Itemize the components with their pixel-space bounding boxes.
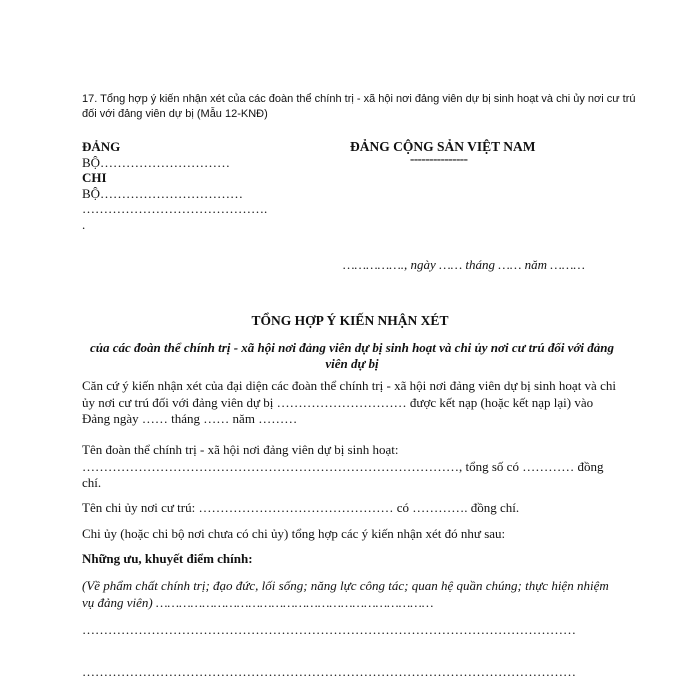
document-title: TỔNG HỢP Ý KIẾN NHẬN XÉT [251, 313, 449, 328]
party-name-underline: --------------- [410, 151, 468, 166]
section-heading-strengths-weaknesses: Những ưu, khuyết điểm chính: [82, 551, 253, 566]
party-unit-line-4: BỘ…………………………… [82, 185, 244, 201]
party-unit-line-3: CHI [82, 170, 107, 185]
document-subtitle: của các đoàn thể chính trị - xã hội nơi đảng viên dự bị sinh hoạt và chi ủy nơi cư trú đối với đảng viên dự bị [89, 340, 615, 371]
blank-line-1: …………………………………………………………………………………………………… [82, 622, 576, 637]
party-unit-line-2: BỘ………………………… [82, 154, 231, 170]
paragraph-summary-intro: Chi ủy (hoặc chi bộ nơi chưa có chi ủy) tổng hợp các ý kiến nhận xét đó như sau: [82, 526, 506, 541]
blank-line-2: …………………………………………………………………………………………………… [82, 664, 576, 679]
paragraph-residence-committee: Tên chi ủy nơi cư trú: ……………………………………… có …………. đồng chí. [82, 500, 520, 515]
paragraph-basis: Căn cứ ý kiến nhận xét của đại diện các đoàn thể chính trị - xã hội nơi đảng viên dự bị sinh hoạt và chi ủy nơi cư trú đối với đảng viên dự bị ………………………… được kết nạp (hoặc kết nạp lại) vào Đảng ngày …… tháng …… năm ……… [82, 378, 616, 426]
paragraph-organization: Tên đoàn thể chính trị - xã hội nơi đảng viên dự bị sinh hoạt: ……………………………………………………………………………, tổng số có ………… đồng chí. [82, 442, 604, 490]
party-unit-line-5: ……………………………………. [82, 201, 268, 216]
party-unit-line-1: ĐẢNG [82, 139, 121, 154]
paragraph-criteria: (Về phẩm chất chính trị; đạo đức, lối sống; năng lực công tác; quan hệ quần chúng; thực hiện nhiệm vụ đảng viên) ……………………………………………………………… [82, 578, 609, 610]
date-line: ……………., ngày …… tháng …… năm ……… [343, 257, 585, 272]
party-name: ĐẢNG CỘNG SẢN VIỆT NAM [350, 139, 536, 154]
document-heading: 17. Tổng hợp ý kiến nhận xét của các đoàn thể chính trị - xã hội nơi đảng viên dự bị sinh hoạt và chi ủy nơi cư trú đối với đảng viên dự bị (Mẫu 12-KNĐ) [82, 93, 636, 120]
party-unit-line-6: . [82, 216, 86, 232]
party-unit-block [82, 139, 267, 232]
